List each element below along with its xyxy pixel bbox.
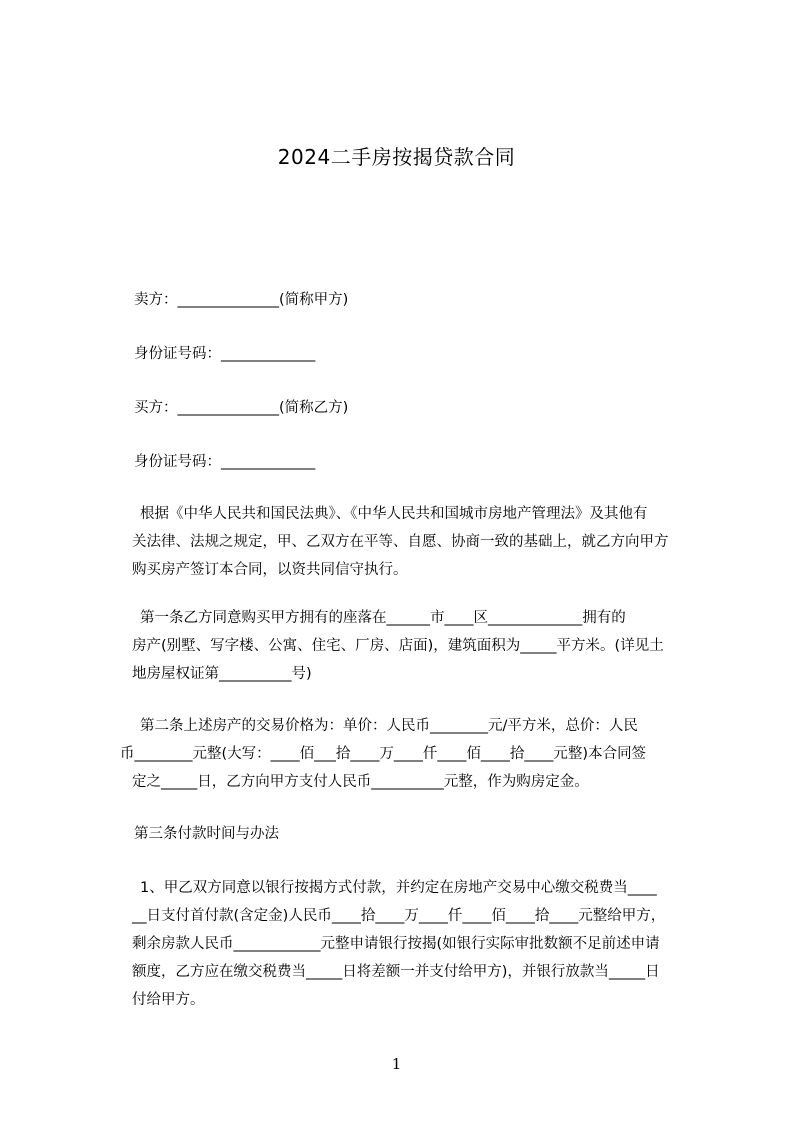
clause-1-line-2: __日支付首付款(含定金)人民币____拾____万____仟____佰____拾____元整给甲方， [132,908,666,924]
intro-line-3: 购买房产签订本合同，以资共同信守执行。 [132,562,408,578]
intro-paragraph [134,500,700,584]
article-2-line-3: 定之_____日，乙方向甲方支付人民币__________元整，作为购房定金。 [132,774,589,790]
page-number: 1 [391,1055,402,1073]
intro-line-2: 关法律、法规之规定，甲、乙双方在平等、自愿、协商一致的基础上，就乙方向甲方 [132,534,669,550]
seller-id-line: 身份证号码：_____________ [134,346,316,362]
document-title: 2024二手房按揭贷款合同 [277,145,516,169]
article-1-line-2: 房产(别墅、写字楼、公寓、住宅、厂房、店面)，建筑面积为_____平方米。(详见土 [132,638,664,654]
article-1-line-3: 地房屋权证第__________号) [132,666,312,682]
article-1-paragraph [134,604,700,688]
article-1-line-1: 第一条乙方同意购买甲方拥有的座落在______市____区_____________拥有的 [140,610,626,626]
clause-1-line-1: 1、甲乙双方同意以银行按揭方式付款，并约定在房地产交易中心缴交税费当____ [140,880,657,896]
article-2-paragraph [120,712,700,796]
clause-1-paragraph [134,874,700,1014]
seller-line: 卖方：______________(简称甲方) [134,292,349,308]
buyer-line: 买方：______________(简称乙方) [134,400,349,416]
intro-line-1: 根据《中华人民共和国民法典》、《中华人民共和国城市房地产管理法》及其他有 [140,506,648,522]
clause-1-line-3: 剩余房款人民币____________元整申请银行按揭(如银行实际审批数额不足前述申请 [132,936,660,952]
clause-1-line-4: 额度，乙方应在缴交税费当_____日将差额一并支付给甲方)，并银行放款当_____日 [132,964,660,980]
clause-1-line-5: 付给甲方。 [132,992,205,1008]
article-3-title: 第三条付款时间与办法 [134,826,279,842]
article-2-line-2: 币________元整(大写：____佰___拾____万____仟____佰____拾____元整)本合同签 [120,746,647,762]
buyer-id-line: 身份证号码：_____________ [134,454,316,470]
article-2-line-1: 第二条上述房产的交易价格为：单价：人民币________元/平方米，总价：人民 [140,718,638,734]
